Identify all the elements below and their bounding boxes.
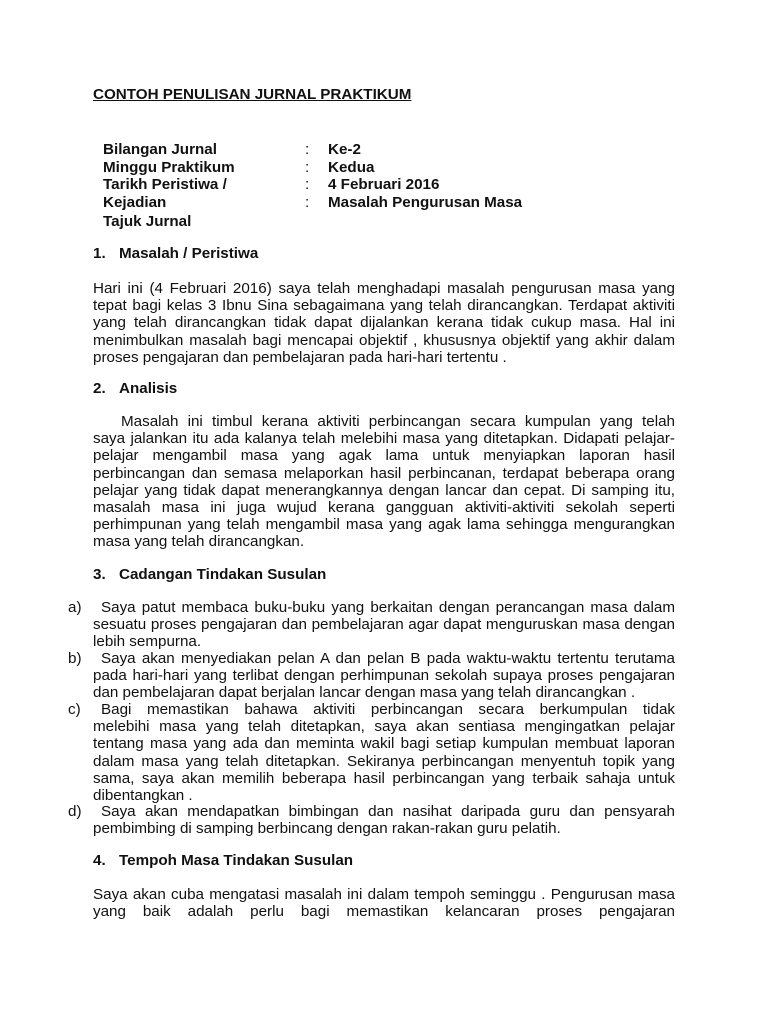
info-value: Masalah Pengurusan Masa (328, 193, 523, 211)
text-line: Saya akan menyediakan pelan A dan pelan B pada waktu-waktu tertentu terutama (101, 650, 675, 667)
text-line: pembimbing di samping berbincang dengan rakan-rakan guru pelatih. (93, 820, 561, 838)
text-line: Bagi memastikan bahawa aktiviti perbincangan secara berkumpulan tidak (101, 701, 675, 718)
text-line: pada hari-hari yang terlibat dengan perhimpunan sekolah supaya proses pengajaran (93, 667, 675, 685)
section-title: Cadangan Tindakan Susulan (119, 566, 327, 583)
document-title: CONTOH PENULISAN JURNAL PRAKTIKUM (93, 86, 412, 103)
info-value: Kedua (328, 158, 375, 176)
section-body-masalah (93, 280, 675, 366)
list-item-b (68, 650, 675, 702)
list-item-d (68, 803, 675, 837)
text-line: dan pembelajaran dapat berjalan lancar dengan masa yang telah dirancangkan . (93, 684, 636, 702)
list-marker: a) (68, 599, 82, 616)
text-line: pelajar mengambil masa yang agak lama untuk menyiapkan laporan hasil (93, 447, 675, 465)
info-colon: : (305, 176, 310, 193)
text-line: tepat bagi kelas 3 Ibnu Sina sebagaimana yang telah dirancangkan. Terdapat aktiviti (93, 297, 675, 315)
section-number: 4. (93, 852, 106, 869)
section-title: Tempoh Masa Tindakan Susulan (119, 852, 354, 869)
info-label: Minggu Praktikum (103, 158, 235, 176)
info-colon: : (305, 193, 310, 211)
section-body-analisis (93, 413, 675, 551)
text-line: Saya patut membaca buku-buku yang berkaitan dengan perancangan masa dalam (101, 599, 675, 616)
text-line: dalam masa yang telah ditetapkan. Sekiranya perbincangan menyentuh topik yang (93, 752, 675, 770)
text-line: dibentangkan . (93, 786, 193, 804)
section-number: 3. (93, 566, 106, 583)
info-colon: : (305, 141, 310, 158)
text-line: masa yang telah dirancangkan. (93, 533, 305, 551)
text-line: Saya akan mendapatkan bimbingan dan nasihat daripada guru dan pensyarah (101, 803, 675, 820)
text-line: tentang masa yang ada dan meminta wakil bagi setiap kumpulan membuat laporan (93, 735, 675, 753)
text-line: perhimpunan yang telah mengambil masa yang agak lama sehingga mengurangkan (93, 516, 675, 534)
section-number: 1. (93, 245, 106, 262)
section-heading-analisis (93, 380, 177, 397)
text-line: Saya akan cuba mengatasi masalah ini dalam tempoh seminggu . Pengurusan masa (93, 886, 675, 903)
section-title: Analisis (119, 380, 178, 397)
list-item-c (68, 701, 675, 804)
text-line: yang baik adalah perlu bagi memastikan kelancaran proses pengajaran (93, 903, 675, 921)
section-number: 2. (93, 380, 106, 397)
info-value: 4 Februari 2016 (328, 176, 440, 193)
section-title: Masalah / Peristiwa (119, 245, 259, 262)
text-line: sesuatu proses pengajaran dan pembelajaran agar dapat menguruskan masa dengan (93, 616, 675, 634)
section-heading-cadangan (93, 566, 326, 583)
list-marker: d) (68, 803, 82, 820)
text-line: Masalah ini timbul kerana aktiviti perbincangan secara kumpulan yang telah (121, 413, 675, 430)
text-line: melebihi masa yang telah ditetapkan, saya akan sentiasa mengingatkan pelajar (93, 718, 675, 736)
text-line: Hari ini (4 Februari 2016) saya telah menghadapi masalah pengurusan masa yang (93, 280, 675, 297)
list-item-a (68, 599, 675, 651)
text-line: masalah masa ini juga wujud kerana gangguan aktiviti-aktiviti sekolah seperti (93, 498, 675, 516)
list-marker: b) (68, 650, 82, 667)
info-label: Tarikh Peristiwa / (103, 176, 227, 193)
info-label: Bilangan Jurnal (103, 141, 217, 158)
info-label: Kejadian (103, 193, 167, 211)
text-line: saya jalankan itu ada kalanya telah melebihi masa yang ditetapkan. Didapati pelajar- (93, 430, 675, 448)
info-colon: : (305, 158, 310, 176)
text-line: yang telah dirancangkan tidak dapat dijalankan kerana tidak cukup masa. Hal ini (93, 314, 675, 332)
text-line: perbincangan dan semasa melaporkan hasil perbincanan, terdapat beberapa orang (93, 464, 675, 482)
text-line: proses pengajaran dan pembelajaran pada hari-hari tertentu . (93, 348, 507, 366)
section-heading-masalah (93, 245, 258, 262)
list-marker: c) (68, 701, 81, 718)
text-line: menimbulkan masalah bagi mencapai objektif , khususnya objektif yang akhir dalam (93, 331, 675, 349)
text-line: pelajar yang tidak dapat menerangkannya dengan lancar dan cepat. Di samping itu, (93, 481, 675, 499)
text-line: lebih sempurna. (93, 633, 202, 651)
section-heading-tempoh (93, 852, 353, 869)
section-body-tempoh (93, 886, 675, 920)
info-label: Tajuk Jurnal (103, 213, 192, 230)
info-value: Ke-2 (328, 141, 361, 158)
text-line: sama, saya akan memilih beberapa hasil perbincangan yang terbaik sahaja untuk (93, 769, 675, 787)
